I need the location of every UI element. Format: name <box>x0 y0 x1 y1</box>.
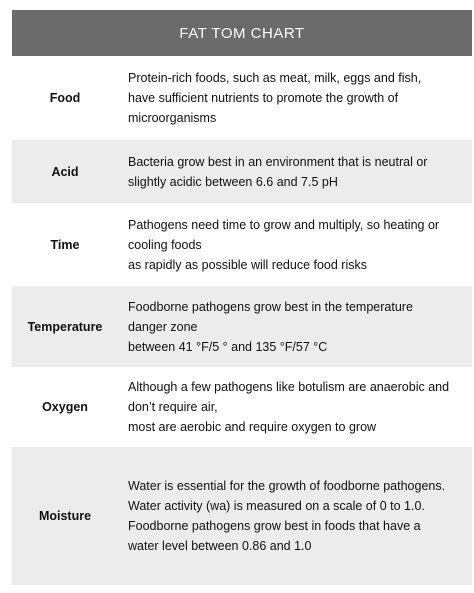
row-label: Moisture <box>38 509 92 523</box>
row-description <box>118 215 472 275</box>
description-line: danger zone <box>128 319 198 334</box>
description-line: most are aerobic and require oxygen to grow <box>128 420 377 434</box>
chart-title-bar <box>12 10 472 56</box>
row-acid <box>12 140 472 203</box>
fat-tom-chart <box>12 10 472 585</box>
row-description <box>118 377 472 437</box>
description-line: water level between 0.86 and 1.0 <box>128 539 312 553</box>
row-label: Time <box>50 237 80 252</box>
row-label: Oxygen <box>42 400 88 414</box>
chart-title: FAT TOM CHART <box>179 24 305 42</box>
description-line: Foodborne pathogens grow best in foods that have a <box>128 519 421 533</box>
description-line: Foodborne pathogens grow best in the temperature <box>128 299 413 314</box>
description-line: Water is essential for the growth of foodborne pathogens. <box>128 479 446 493</box>
row-label: Food <box>49 91 81 105</box>
row-oxygen <box>12 367 472 447</box>
description-line: Although a few pathogens like botulism are anaerobic and <box>128 380 450 394</box>
description-line: Bacteria grow best in an environment that is neutral or <box>128 154 428 169</box>
row-time <box>12 203 472 286</box>
description-line: slightly acidic between 6.6 and 7.5 pH <box>128 174 338 189</box>
row-description <box>118 297 472 357</box>
row-label: Temperature <box>27 319 103 334</box>
row-temperature <box>12 286 472 367</box>
row-description <box>118 68 472 128</box>
row-description <box>118 152 472 192</box>
row-label: Acid <box>51 164 79 179</box>
description-line: don’t require air, <box>128 400 218 414</box>
description-line: Water activity (wa) is measured on a scale of 0 to 1.0. <box>128 499 425 513</box>
description-line: Protein-rich foods, such as meat, milk, eggs and fish, <box>128 71 422 85</box>
description-line: have sufficient nutrients to promote the growth of <box>128 91 399 105</box>
row-food <box>12 56 472 140</box>
description-line: cooling foods <box>128 237 202 252</box>
description-line: between 41 °F/5 ° and 135 °F/57 °C <box>128 339 328 354</box>
description-line: Pathogens need time to grow and multiply, so heating or <box>128 217 440 232</box>
row-moisture <box>12 447 472 585</box>
description-line: microorganisms <box>128 111 217 125</box>
row-description <box>118 476 472 556</box>
description-line: as rapidly as possible will reduce food risks <box>128 257 367 272</box>
